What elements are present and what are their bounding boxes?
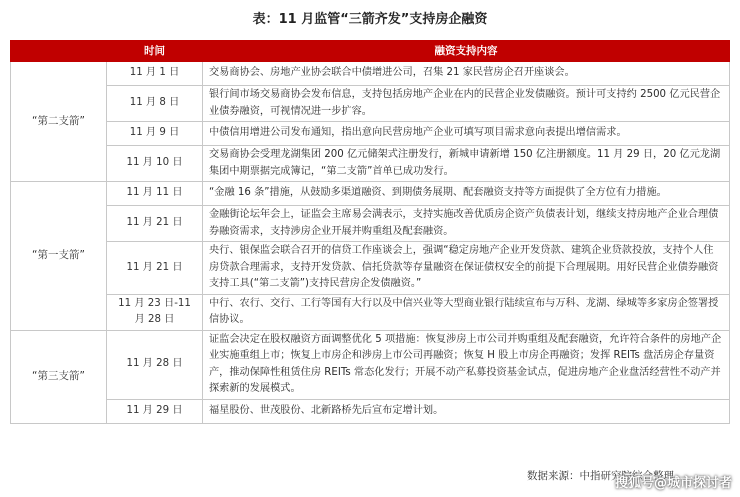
- row-content: 央行、银保监会联合召开的信贷工作座谈会上，强调“稳定房地产企业开发贷款、建筑企业贷款投放，支持个人住房贷款合理需求，支持开发贷款、信托贷款等存量融资在保证债权安全的前提下合理展期。用好民营企业债券融资支持工具(“第二支箭”)支持民营房企发债融资。”: [203, 242, 730, 295]
- row-date: 11 月 29 日: [107, 399, 203, 423]
- row-date: 11 月 23 日-11 月 28 日: [107, 294, 203, 330]
- row-content: 证监会决定在股权融资方面调整优化 5 项措施：恢复涉房上市公司并购重组及配套融资，允许符合条件的房地产企业实施重组上市；恢复上市房企和涉房上市公司再融资；恢复 H 股上市房企再融资；发挥 REITs 盘活房企存量资产，推动保障性租赁住房 REITs 常态化发行；开展不动产私募投资基金试点，促进房地产企业盘活经营性不动产并探索新的发展模式。: [203, 330, 730, 399]
- table-title: 表：11 月监管“三箭齐发”支持房企融资: [252, 12, 488, 27]
- table-row: [11, 86, 730, 122]
- table-row: [11, 206, 730, 242]
- row-content: 金融街论坛年会上，证监会主席易会满表示，支持实施改善优质房企资产负债表计划，继续支持房地产企业合理债券融资需求，支持涉房企业开展并购重组及配套融资。: [203, 206, 730, 242]
- table-header-row: [11, 41, 730, 62]
- table-row: [11, 182, 730, 206]
- financing-support-table: [10, 40, 730, 424]
- sohu-watermark: 搜狐号@城市探讨者: [614, 476, 732, 491]
- group-second-arrow: “第二支箭”: [11, 62, 107, 182]
- header-content: 融资支持内容: [203, 41, 730, 62]
- header-time: 时间: [107, 41, 203, 62]
- row-date: 11 月 8 日: [107, 86, 203, 122]
- row-content: 中债信用增进公司发布通知，指出意向民营房地产企业可填写项目需求意向表提出增信需求。: [203, 122, 730, 146]
- group-third-arrow: “第三支箭”: [11, 330, 107, 423]
- row-date: 11 月 1 日: [107, 62, 203, 86]
- table-row: [11, 294, 730, 330]
- row-content: 中行、农行、交行、工行等国有大行以及中信兴业等大型商业银行陆续宣布与万科、龙湖、绿城等多家房企签署授信协议。: [203, 294, 730, 330]
- row-date: 11 月 21 日: [107, 206, 203, 242]
- table-row: [11, 62, 730, 86]
- row-content: “金融 16 条”措施，从鼓励多渠道融资、到期债务展期、配套融资支持等方面提供了全方位有力措施。: [203, 182, 730, 206]
- row-content: 银行间市场交易商协会发布信息，支持包括房地产企业在内的民营企业发债融资。预计可支持约 2500 亿元民营企业债券融资，可视情况进一步扩容。: [203, 86, 730, 122]
- header-blank: [11, 41, 107, 62]
- row-date: 11 月 28 日: [107, 330, 203, 399]
- row-date: 11 月 11 日: [107, 182, 203, 206]
- table-row: [11, 146, 730, 182]
- row-date: 11 月 9 日: [107, 122, 203, 146]
- table-row: [11, 399, 730, 423]
- group-first-arrow: “第一支箭”: [11, 182, 107, 331]
- row-content: 福星股份、世茂股份、北新路桥先后宣布定增计划。: [203, 399, 730, 423]
- row-date: 11 月 10 日: [107, 146, 203, 182]
- table-row: [11, 122, 730, 146]
- row-content: 交易商协会受理龙湖集团 200 亿元储架式注册发行，新城申请新增 150 亿注册额度。11 月 29 日，20 亿元龙湖集团中期票据完成簿记，“第二支箭”首单已成功发行。: [203, 146, 730, 182]
- table-row: [11, 242, 730, 295]
- row-content: 交易商协会、房地产业协会联合中债增进公司，召集 21 家民营房企召开座谈会。: [203, 62, 730, 86]
- data-source-note: 数据来源：中指研究院综合整理: [527, 470, 674, 482]
- row-date: 11 月 21 日: [107, 242, 203, 295]
- table-row: [11, 330, 730, 399]
